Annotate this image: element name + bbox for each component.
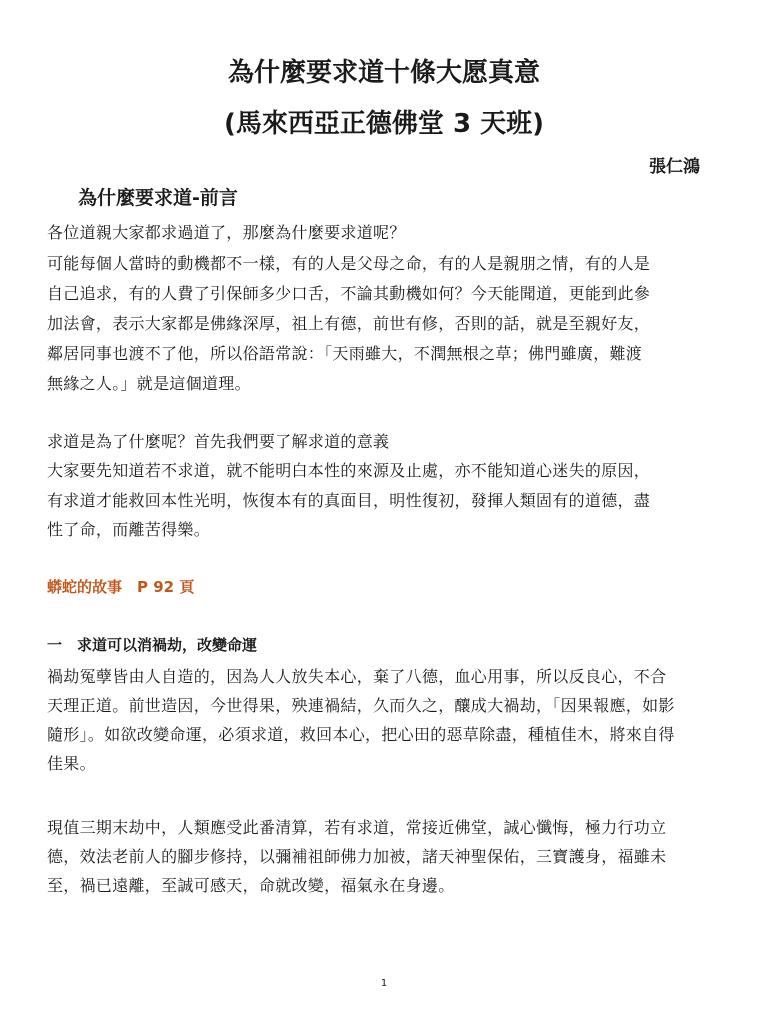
- paragraph-line: 加法會，表示大家都是佛緣深厚，祖上有德，前世有修，否則的話，就是至親好友，: [47, 314, 651, 333]
- section-heading: 為什麼要求道-前言: [78, 187, 238, 209]
- paragraph-line: 性了命，而離苦得樂。: [47, 520, 211, 539]
- paragraph-line: 現值三期末劫中，人類應受此番清算，若有求道，常接近佛堂，誠心懺悔，極力行功立: [47, 818, 667, 837]
- paragraph-line: 求道是為了什麼呢？首先我們要了解求道的意義: [47, 432, 390, 451]
- paragraph-line: 可能每個人當時的動機都不一樣，有的人是父母之命，有的人是親朋之情，有的人是: [47, 254, 651, 273]
- paragraph-line: 至，禍已遠離，至誠可感天，命就改變，福氣永在身邊。: [47, 876, 455, 895]
- paragraph-line: 鄰居同事也渡不了他，所以俗語常說：「天雨雖大，不潤無根之草；佛門雖廣，難渡: [47, 344, 643, 363]
- page-title: 為什麼要求道十條大愿真意: [227, 58, 540, 88]
- paragraph-line: 各位道親大家都求過道了，那麼為什麼要求道呢？: [47, 223, 406, 242]
- author-name: 張仁鴻: [649, 157, 700, 177]
- paragraph-line: 自己追求，有的人費了引保師多少口舌，不論其動機如何？今天能聞道，更能到此參: [47, 284, 651, 303]
- point-heading: 一 求道可以消禍劫，改變命運: [47, 636, 258, 654]
- paragraph-line: 天理正道。前世造因，今世得果，殃連禍結，久而久之，釀成大禍劫，「因果報應，如影: [47, 696, 675, 715]
- story-reference: 蟒蛇的故事 P 92 頁: [47, 578, 195, 596]
- paragraph-line: 無緣之人。」就是這個道理。: [47, 374, 251, 393]
- paragraph-line: 德，效法老前人的腳步修持，以彌補祖師佛力加被，諸天神聖保佑，三寶護身，福雖未: [47, 847, 667, 866]
- paragraph-line: 禍劫冤孽皆由人自造的，因為人人放失本心，棄了八德，血心用事，所以反良心，不合: [47, 667, 667, 686]
- page-subtitle: (馬來西亞正德佛堂 3 天班): [224, 109, 544, 139]
- paragraph-line: 大家要先知道若不求道，就不能明白本性的來源及止處，亦不能知道心迷失的原因，: [47, 461, 651, 480]
- paragraph-line: 有求道才能救回本性光明，恢復本有的真面目，明性復初，發揮人類固有的道德，盡: [47, 491, 651, 510]
- paragraph-line: 隨形」。如欲改變命運，必須求道，救回本心，把心田的惡草除盡，種植佳木，將來自得: [47, 725, 675, 744]
- paragraph-line: 佳果。: [47, 754, 96, 773]
- page-number: 1: [380, 978, 388, 989]
